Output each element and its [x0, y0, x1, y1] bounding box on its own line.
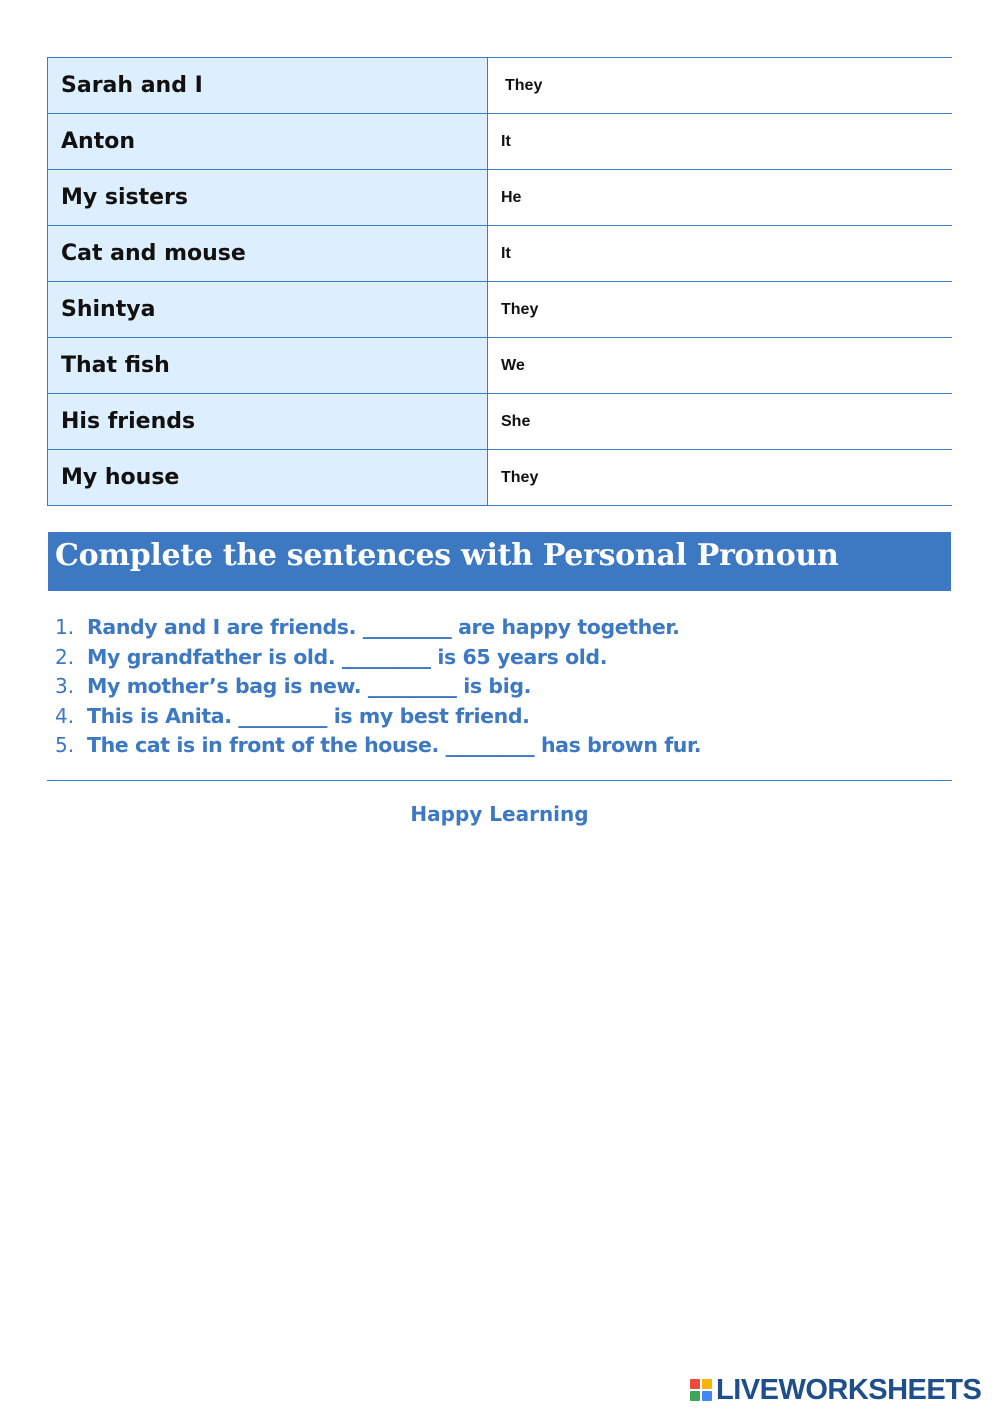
subject-cell: Sarah and I [48, 58, 488, 114]
logo-mark-square [702, 1379, 712, 1389]
subject-cell: Anton [48, 114, 488, 170]
exercise-sentence: Randy and I are friends. _________ are happy together. [87, 615, 680, 639]
logo-mark-icon [690, 1379, 712, 1401]
list-item [55, 613, 701, 643]
pronoun-cell[interactable]: They [488, 282, 953, 338]
table-row [48, 450, 953, 506]
subject-cell: My house [48, 450, 488, 506]
exercise-number: 3. [55, 674, 75, 698]
pronoun-cell[interactable]: We [488, 338, 953, 394]
list-item [55, 643, 701, 673]
pronoun-cell[interactable]: He [488, 170, 953, 226]
footer-message: Happy Learning [410, 802, 589, 826]
exercise-number: 1. [55, 615, 75, 639]
exercise-list [55, 613, 701, 761]
table-row [48, 338, 953, 394]
table-row [48, 282, 953, 338]
matching-table [47, 57, 952, 506]
divider [47, 780, 952, 781]
exercise-sentence: My mother’s bag is new. _________ is big. [87, 674, 531, 698]
logo-mark-square [690, 1391, 700, 1401]
table-row [48, 114, 953, 170]
table-row [48, 58, 953, 114]
section-title: Complete the sentences with Personal Pronoun [55, 538, 839, 573]
pronoun-cell[interactable]: She [488, 394, 953, 450]
logo-text: LIVEWORKSHEETS [716, 1373, 982, 1406]
subject-cell: His friends [48, 394, 488, 450]
section-banner [48, 532, 951, 591]
table-row [48, 226, 953, 282]
exercise-sentence: The cat is in front of the house. _________ has brown fur. [87, 733, 702, 757]
table-row [48, 170, 953, 226]
exercise-number: 4. [55, 703, 75, 728]
subject-cell: Cat and mouse [48, 226, 488, 282]
list-item [55, 702, 701, 732]
liveworksheets-logo [690, 1374, 981, 1406]
subject-cell: Shintya [48, 282, 488, 338]
pronoun-cell[interactable]: It [488, 114, 953, 170]
list-item [55, 731, 701, 761]
exercise-sentence: This is Anita. _________ is my best friend. [87, 703, 530, 728]
subject-cell: My sisters [48, 170, 488, 226]
pronoun-cell[interactable]: They [488, 58, 953, 114]
list-item [55, 672, 701, 702]
pronoun-cell[interactable]: They [488, 450, 953, 506]
subject-cell: That fish [48, 338, 488, 394]
exercise-number: 2. [55, 644, 75, 669]
exercise-number: 5. [55, 733, 75, 757]
exercise-sentence: My grandfather is old. _________ is 65 years old. [87, 644, 608, 669]
logo-mark-square [702, 1391, 712, 1401]
pronoun-cell[interactable]: It [488, 226, 953, 282]
logo-mark-square [690, 1379, 700, 1389]
table-row [48, 394, 953, 450]
